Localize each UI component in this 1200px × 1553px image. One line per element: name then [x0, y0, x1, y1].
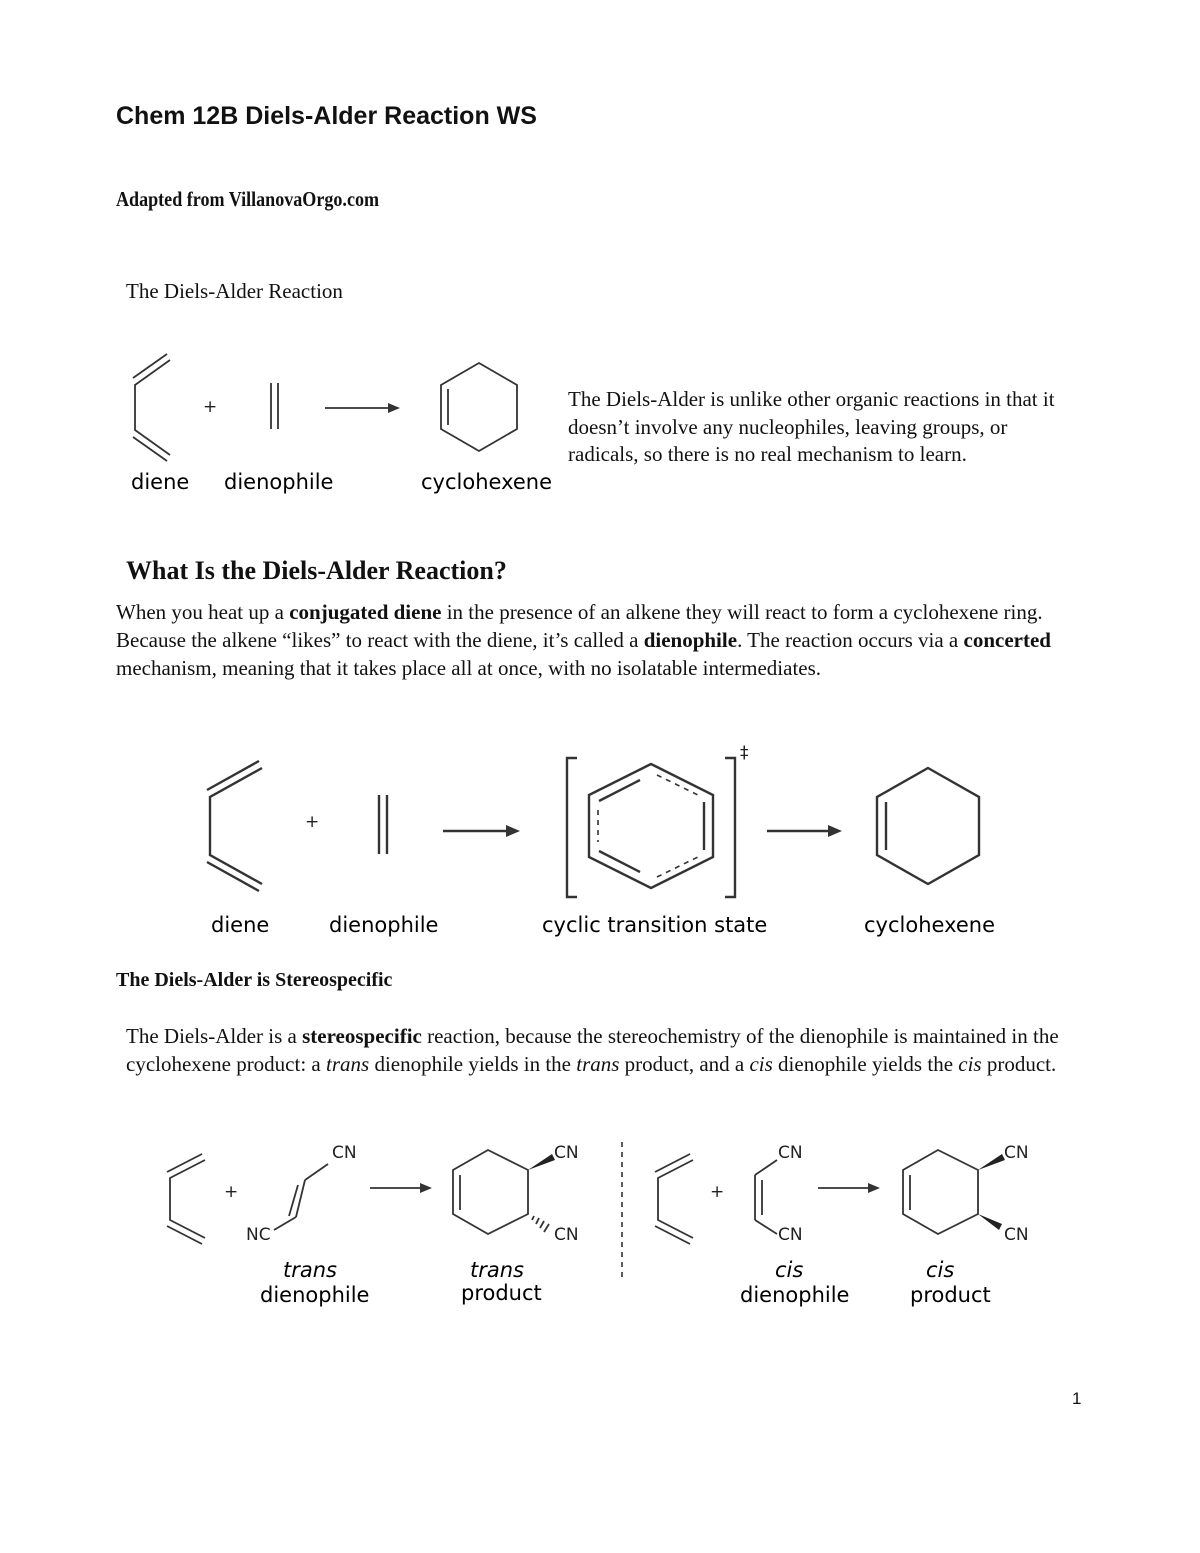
term-concerted: concerted	[963, 628, 1051, 652]
label-cyclohexene: cyclohexene	[864, 913, 995, 937]
nc-group: NC	[246, 1225, 271, 1245]
text: in the presence of an alkene they will react to form a cyclohexene ring. Because the alkene “likes” to react with the diene, it’s called a	[116, 600, 1043, 652]
reaction-arrow	[370, 1183, 432, 1193]
label-product: product	[461, 1281, 542, 1305]
section1-heading: What Is the Diels-Alder Reaction?	[126, 556, 507, 585]
dienophile-structure	[379, 795, 387, 854]
label-cis: cis	[926, 1258, 955, 1282]
label-cis: cis	[775, 1258, 804, 1282]
label-trans: trans	[283, 1258, 337, 1282]
label-diene: diene	[211, 913, 270, 937]
term-cis: cis	[958, 1052, 982, 1076]
text: product.	[981, 1052, 1057, 1076]
section2-heading: The Diels-Alder is Stereospecific	[116, 969, 393, 991]
plus-sign: +	[203, 397, 218, 417]
cyclohexene-structure	[877, 768, 979, 884]
text: dienophile yields the	[772, 1052, 959, 1076]
transition-state-symbol: ‡	[740, 743, 749, 763]
label-trans: trans	[470, 1258, 524, 1282]
label-dienophile: dienophile	[329, 913, 439, 937]
figure1-blurb: The Diels-Alder is unlike other organic reactions in that it doesn’t involve any nucleophiles, leaving groups, or radicals, so there is no real mechanism to learn.	[568, 387, 1055, 466]
diene-structure	[133, 354, 170, 461]
reaction-arrow	[767, 825, 842, 837]
diene-structure	[655, 1154, 693, 1244]
trans-dienophile-structure	[274, 1164, 328, 1230]
transition-state-structure	[567, 758, 735, 897]
figure1-reaction-scheme	[110, 345, 560, 505]
text: The Diels-Alder is a	[126, 1024, 303, 1048]
diene-structure	[167, 1154, 205, 1244]
label-cyclohexene: cyclohexene	[421, 470, 552, 494]
reaction-arrow	[325, 403, 400, 413]
term-trans: trans	[326, 1052, 370, 1076]
trans-product-structure	[453, 1150, 555, 1234]
reaction-arrow	[818, 1183, 880, 1193]
page-title: Chem 12B Diels-Alder Reaction WS	[116, 102, 537, 130]
cn-group: CN	[554, 1143, 579, 1163]
cn-group: CN	[778, 1143, 803, 1163]
figure2-mechanism-scheme	[190, 740, 1010, 945]
plus-sign: +	[710, 1182, 725, 1202]
label-dienophile: dienophile	[260, 1283, 370, 1307]
figure3-stereospecific-scheme	[150, 1130, 1050, 1320]
label-dienophile: dienophile	[740, 1283, 850, 1307]
cis-product-structure	[903, 1150, 1005, 1234]
cn-group: CN	[1004, 1143, 1029, 1163]
text: reaction, because the stereochemistry of the dienophile is maintained in the cyclohexene product: a	[126, 1024, 1059, 1076]
cyclohexene-structure	[441, 363, 517, 451]
section1-paragraph	[116, 598, 1061, 682]
cn-group: CN	[554, 1225, 579, 1245]
diene-structure	[207, 761, 262, 891]
text: dienophile yields in the	[369, 1052, 577, 1076]
cn-group: CN	[778, 1225, 803, 1245]
label-dienophile: dienophile	[224, 470, 334, 494]
term-dienophile: dienophile	[643, 628, 738, 652]
term-conjugated-diene: conjugated diene	[289, 600, 442, 624]
section2-paragraph	[126, 1022, 1066, 1078]
adapted-from: Adapted from VillanovaOrgo.com	[116, 187, 380, 211]
term-trans: trans	[576, 1052, 620, 1076]
cn-group: CN	[332, 1143, 357, 1163]
label-transition-state: cyclic transition state	[542, 913, 768, 937]
page-number: 1	[1072, 1389, 1082, 1408]
text: product, and a	[619, 1052, 750, 1076]
text: mechanism, meaning that it takes place all at once, with no isolatable intermediates.	[116, 656, 822, 680]
cis-dienophile-structure	[755, 1160, 777, 1234]
dienophile-structure	[271, 383, 278, 429]
text: . The reaction occurs via a	[737, 628, 964, 652]
cn-group: CN	[1004, 1225, 1029, 1245]
figure1-caption: The Diels-Alder Reaction	[126, 279, 343, 303]
label-product: product	[910, 1283, 991, 1307]
plus-sign: +	[224, 1182, 239, 1202]
term-cis: cis	[749, 1052, 773, 1076]
plus-sign: +	[305, 812, 320, 832]
reaction-arrow	[443, 825, 520, 837]
text: When you heat up a	[116, 600, 290, 624]
label-diene: diene	[131, 470, 190, 494]
term-stereospecific: stereospecific	[302, 1024, 422, 1048]
